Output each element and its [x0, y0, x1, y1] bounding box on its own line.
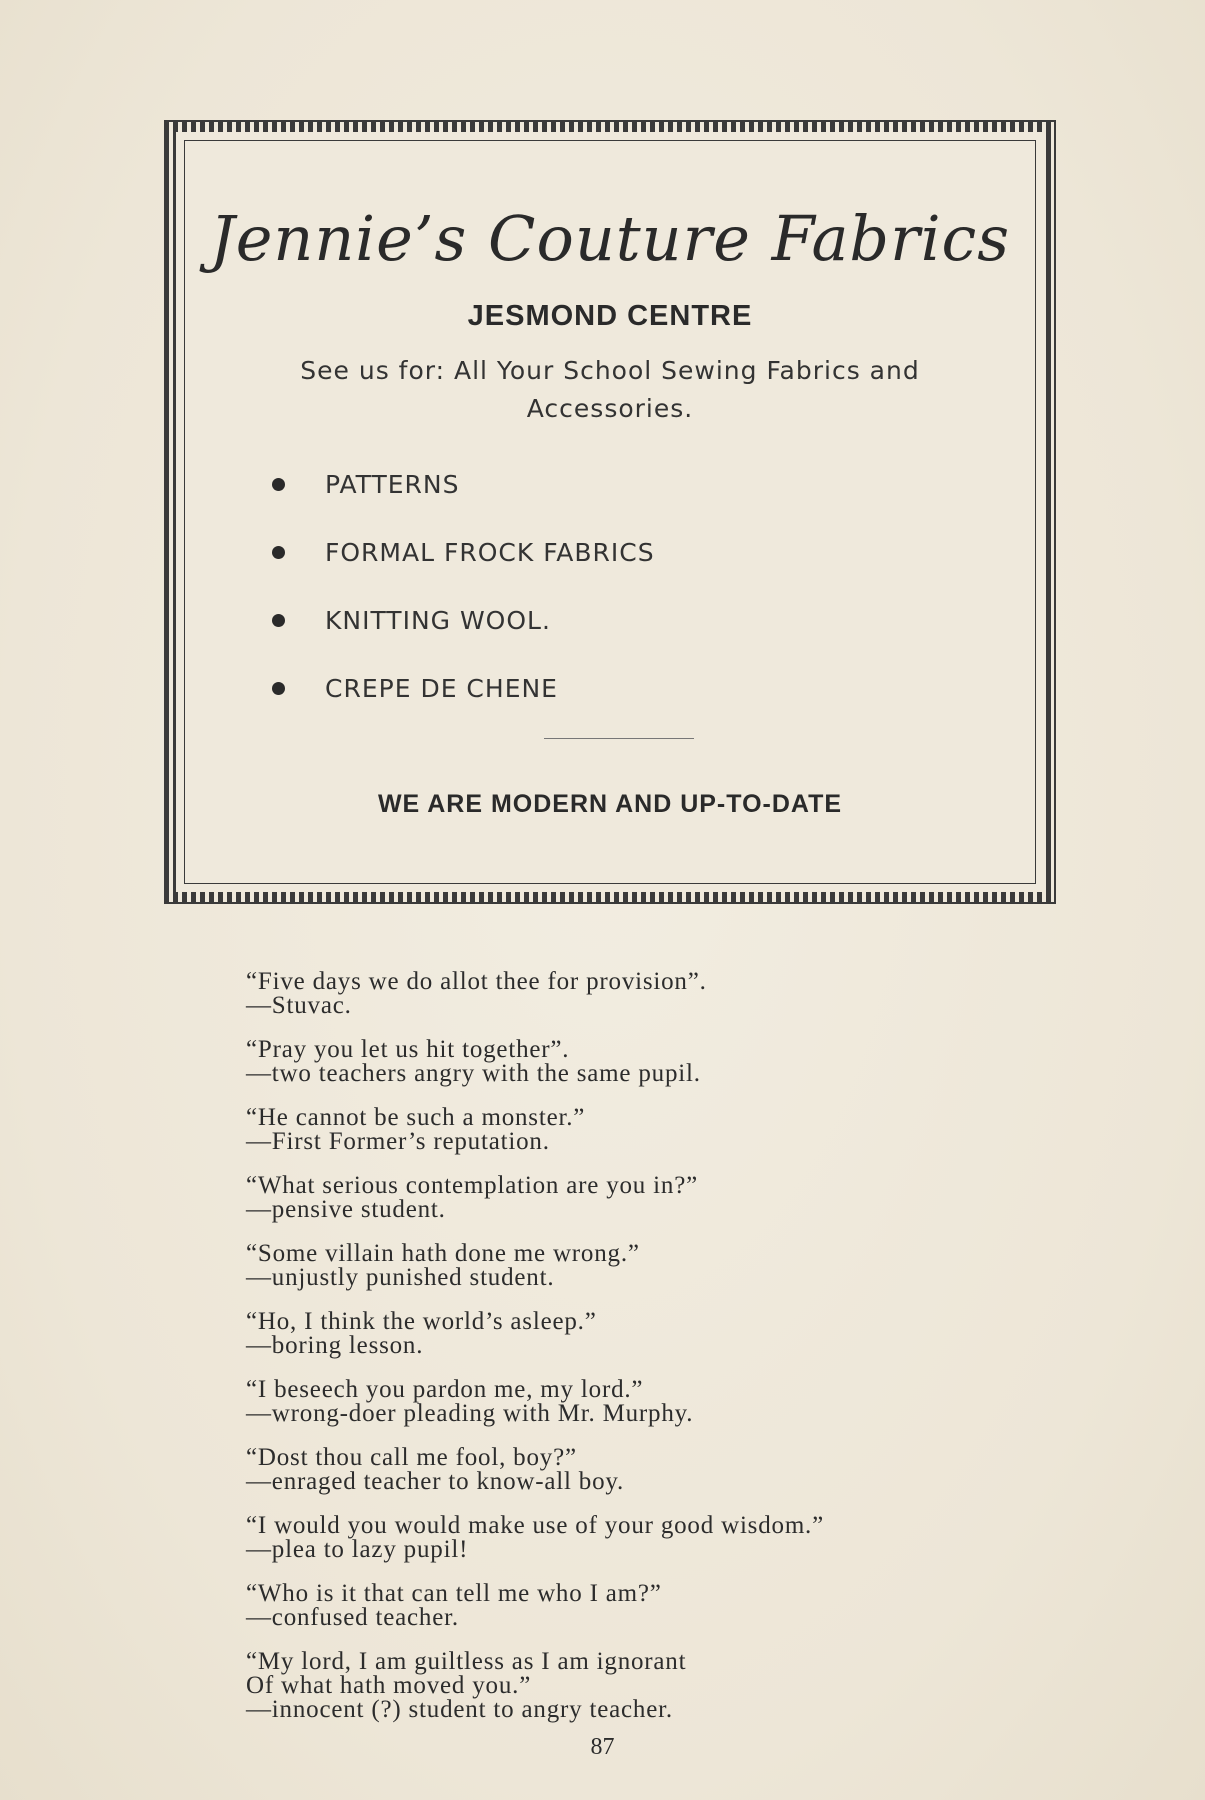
ad-item-label: FORMAL FROCK FABRICS [325, 537, 655, 567]
quote-attribution: —unjustly punished student. [246, 1264, 555, 1291]
quote-text: “He cannot be such a monster.” [246, 1104, 586, 1131]
ad-item [272, 654, 655, 722]
quote-block [246, 1514, 1066, 1562]
quote-attribution: —First Former’s reputation. [246, 1128, 550, 1155]
quote-block [246, 1446, 1066, 1494]
quote-text: “My lord, I am guiltless as I am ignorant [246, 1648, 687, 1675]
bullet-icon [272, 546, 285, 559]
quote-text: “Some villain hath done me wrong.” [246, 1240, 640, 1267]
quote-attribution: —pensive student. [246, 1196, 446, 1223]
quote-attribution: —boring lesson. [246, 1332, 424, 1359]
quote-block [246, 1310, 1066, 1358]
quote-attribution: —wrong-doer pleading with Mr. Murphy. [246, 1400, 694, 1427]
quote-text: “Who is it that can tell me who I am?” [246, 1580, 662, 1607]
quote-block [246, 1242, 1066, 1290]
ad-item [272, 586, 655, 654]
advertisement-box [164, 120, 1056, 904]
quote-attribution: —innocent (?) student to angry teacher. [246, 1696, 673, 1723]
quote-block [246, 1038, 1066, 1086]
ad-title: Jennie’s Couture Fabrics [209, 202, 1011, 275]
divider [544, 738, 694, 739]
quote-block [246, 1650, 1066, 1722]
ad-item-label: PATTERNS [325, 469, 460, 499]
bullet-icon [272, 682, 285, 695]
page-number: 87 [590, 1734, 615, 1760]
quote-text: “Five days we do allot thee for provision”. [246, 968, 707, 995]
quote-block [246, 970, 1066, 1018]
quote-text: “I beseech you pardon me, my lord.” [246, 1376, 644, 1403]
bullet-icon [272, 478, 285, 491]
quote-block [246, 1106, 1066, 1154]
ad-item-label: CREPE DE CHENE [325, 673, 558, 703]
quote-attribution: —confused teacher. [246, 1604, 459, 1631]
quote-text: “I would you would make use of your good wisdom.” [246, 1512, 825, 1539]
quote-text: “Dost thou call me fool, boy?” [246, 1444, 577, 1471]
ad-item-label: KNITTING WOOL. [325, 605, 551, 635]
ad-item [272, 518, 655, 586]
ad-footer: WE ARE MODERN AND UP-TO-DATE [377, 790, 843, 818]
ad-subtitle: JESMOND CENTRE [467, 300, 753, 332]
quote-attribution: —Stuvac. [246, 992, 352, 1019]
ad-item-list [272, 450, 655, 722]
bullet-icon [272, 614, 285, 627]
ad-description: See us for: All Your School Sewing Fabrics and Accessories. [300, 356, 920, 423]
quotes-section [246, 970, 1066, 1742]
quote-text: “Pray you let us hit together”. [246, 1036, 570, 1063]
quote-block [246, 1378, 1066, 1426]
quote-text: “What serious contemplation are you in?” [246, 1172, 698, 1199]
quote-block [246, 1582, 1066, 1630]
quote-attribution: —plea to lazy pupil! [246, 1536, 469, 1563]
ad-item [272, 450, 655, 518]
quote-attribution: —two teachers angry with the same pupil. [246, 1060, 701, 1087]
quote-text: “Ho, I think the world’s asleep.” [246, 1308, 597, 1335]
quote-block [246, 1174, 1066, 1222]
quote-text-line-2: Of what hath moved you.” [246, 1672, 532, 1699]
quote-attribution: —enraged teacher to know-all boy. [246, 1468, 625, 1495]
